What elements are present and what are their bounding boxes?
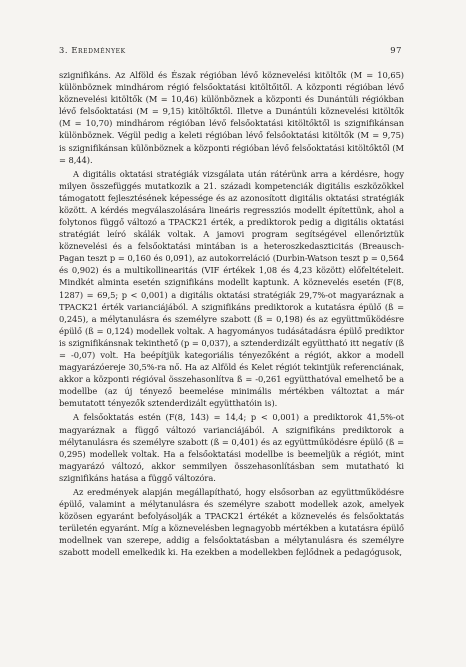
chapter-title: 3. Eredmények [59,45,126,55]
paragraph-conclusions: Az eredmények alapján megállapítható, hogy elsősorban az együttműködésre épülő, valamint a mélytanulásra és személyre szabott modellek azok, amelyek közösen egyaránt befolyásolják a TPACK21 értékét a köznevelés és felsőoktatás területén egyaránt. Míg a köznevelésben legnagyobb mértékben a kutatásra épülő modellnek van szerepe, addig a felsőoktatásban a mélytanulásra és személyre szabott modell emelkedik ki. Ha ezekben a modellekben fejlődnek a pedagógusok, [59,486,404,558]
page-number: 97 [390,45,402,55]
paragraph-continued: szignifikáns. Az Alföld és Észak régióban lévő köznevelési kitöltők (M = 10,65) különböznek mindhárom régió felsőoktatási kitöltőitől. A központi régióban lévő köznevelési kitöltők (M = 10,46) különböznek a központi és Dunántúli régiókban lévő felsőoktatási (M = 9,15) kitöltőktől. Illetve a Dunántúli köznevelési kitöltők (M = 10,70) mindhárom régióban lévő felsőoktatási kitöltőktől is szignifikánsan különböznek. Végül pedig a keleti régióban lévő felsőoktatási kitöltők (M = 9,75) is szignifikánsan különböznek a központi régióban lévő felsőoktatási kitöltőktől (M = 8,44). [59,70,404,165]
paragraph-digital-strategies: A digitális oktatási stratégiák vizsgálata után rátérünk arra a kérdésre, hogy milyen összefüggés mutatkozik a 21. századi kompetenciák digitális eszközökkel támogatott fejlesztésének képessége és az azonosított digitális oktatási stratégiák között. A kérdés megválaszolására lineáris regressziós modellt építettünk, ahol a folytonos függő változó a TPACK21 érték, a prediktorok pedig a digitális oktatási stratégiát leíró skálák voltak. A jamovi program segítségével ellenőriztük köznevelési és a felsőoktatási mintában is a heteroszkedaszticitás (Breausch-Pagan teszt p = 0,160 és 0,091), az autokorreláció (Durbin-Watson teszt p = 0,564 és 0,902) és a multikollinearitás (VIF értékek 1,08 és 4,23 között) előfeltételeit. Mindkét alminta esetén szignifikáns modellt kaptunk. A köznevelés esetén (F(8, 1287) = 69,5; p < 0,001) a digitális oktatási stratégiák 29,7%-ot magyaráznak a TPACK21 érték varianciájából. A szignifikáns prediktorok a kutatásra épülő (ß = 0,245), a mélytanulásra és személyre szabott (ß = 0,198) és az együttműködésre épülő (ß = 0,124) modellek voltak. A hagyományos tudásátadásra épülő prediktor is szignifikánsnak tekinthető (p = 0,037), a sztenderdizált együttható itt negatív (ß = -0,07) volt. Ha beépítjük kategoriális tényezőként a régiót, akkor a modell magyarázóereje 30,5%-ra nő. Ha az Alföld és Kelet régiót tekintjük referenciának, akkor a központi régióval összehasonlítva ß = -0,261 együtthatóval emelhető be a modellbe (az új tényező beemelése minimális mértékben változtat a már bemutatott tényezők sztenderdizált együtthatóin is). [59,168,404,409]
paragraph-higher-education: A felsőoktatás estén (F(8, 143) = 14,4; p < 0,001) a prediktorok 41,5%-ot magyaráznak a függő változó varianciájából. A szignifikáns prediktorok a mélytanulásra és személyre szabott (ß = 0,401) és az együttműködésre épülő (ß = 0,295) modellek voltak. Ha a felsőoktatási modellbe is beemeljük a régiót, mint magyarázó változó, akkor semmilyen összehasonlításban sem mutatható ki szignifikáns hatása a függő változóra. [59,412,404,483]
body-text [59,69,404,558]
running-header [59,45,402,57]
